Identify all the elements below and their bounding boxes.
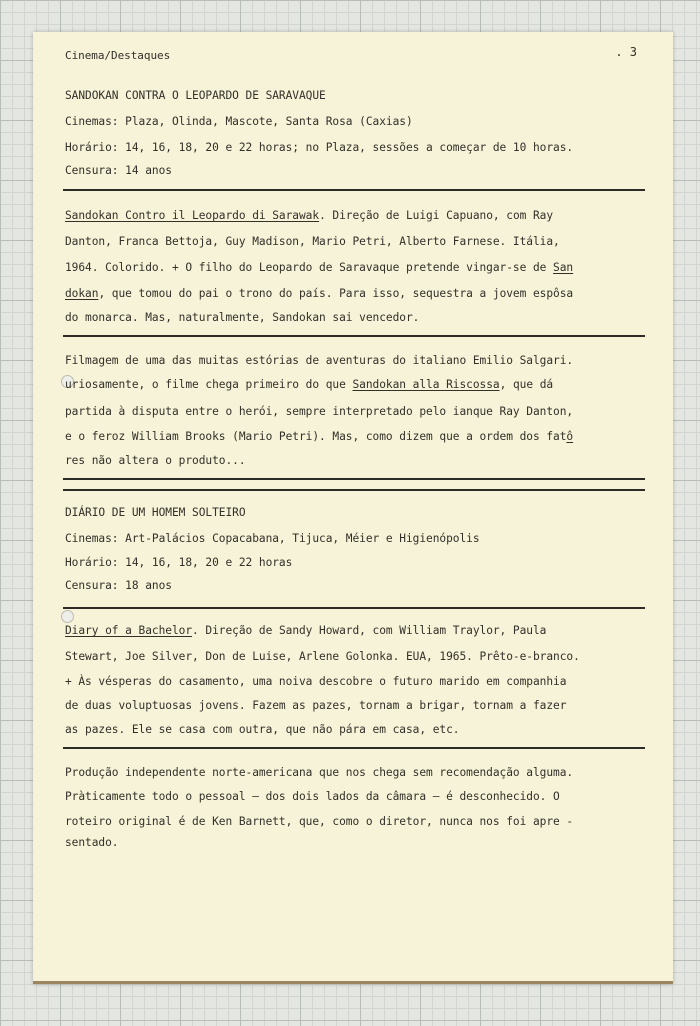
film1-title: SANDOKAN CONTRA O LEOPARDO DE SARAVAQUE (65, 89, 326, 102)
film2-horario: Horário: 14, 16, 18, 20 e 22 horas (65, 556, 293, 569)
film1-review-line: res não altera o produto... (65, 454, 246, 467)
film1-review-line: uriosamente, o filme chega primeiro do que Sandokan alla Riscossa, que dá (65, 378, 554, 391)
film2-review-line: Produção independente norte-americana que nos chega sem recomendação alguma. (65, 766, 574, 779)
page-number: . 3 (615, 45, 637, 59)
film1-original-title: Sandokan Contro il Leopardo di Sarawak (65, 209, 320, 222)
film2-synopsis-line: Stewart, Joe Silver, Don de Luise, Arlene Golonka. EUA, 1965. Prêto-e-branco. (65, 650, 580, 663)
film1-cinemas: Cinemas: Plaza, Olinda, Mascote, Santa Rosa (Caxias) (65, 115, 413, 128)
film1-review-line: e o feroz William Brooks (Mario Petri). Mas, como dizem que a ordem dos fatô (65, 430, 574, 443)
film2-review-line: sentado. (65, 836, 119, 849)
divider (63, 335, 645, 337)
film1-horario: Horário: 14, 16, 18, 20 e 22 horas; no Plaza, sessões a começar de 10 horas. (65, 141, 574, 154)
film2-review-line: roteiro original é de Ken Barnett, que, como o diretor, nunca nos foi apre - (65, 815, 574, 828)
typewritten-page (33, 32, 673, 984)
film2-synopsis-line: Diary of a Bachelor. Direção de Sandy Howard, com William Traylor, Paula (65, 624, 547, 637)
film2-review-line: Pràticamente todo o pessoal — dos dois lados da câmara — é desconhecido. O (65, 790, 560, 803)
film1-synopsis-line: do monarca. Mas, naturalmente, Sandokan sai vencedor. (65, 311, 420, 324)
film1-censura: Censura: 14 anos (65, 164, 172, 177)
film2-censura: Censura: 18 anos (65, 579, 172, 592)
film1-review-line: partida à disputa entre o herói, sempre interpretado pelo ianque Ray Danton, (65, 405, 574, 418)
film1-referenced-title: Sandokan alla Riscossa (352, 378, 500, 391)
film2-cinemas: Cinemas: Art-Palácios Copacabana, Tijuca, Méier e Higienópolis (65, 532, 480, 545)
divider (63, 747, 645, 749)
film2-synopsis-line: as pazes. Ele se casa com outra, que não pára em casa, etc. (65, 723, 460, 736)
divider (63, 189, 645, 191)
film1-review-line: Filmagem de uma das muitas estórias de aventuras do italiano Emilio Salgari. (65, 354, 574, 367)
film1-synopsis-line: Danton, Franca Bettoja, Guy Madison, Mario Petri, Alberto Farnese. Itália, (65, 235, 560, 248)
film2-title: DIÁRIO DE UM HOMEM SOLTEIRO (65, 506, 246, 519)
divider (63, 607, 645, 609)
film1-synopsis-line: 1964. Colorido. + O filho do Leopardo de Saravaque pretende vingar-se de San (65, 261, 574, 274)
section-header: Cinema/Destaques (65, 49, 171, 62)
divider (63, 489, 645, 491)
film1-synopsis-line: dokan, que tomou do pai o trono do país. Para isso, sequestra a jovem espôsa (65, 287, 574, 300)
film2-synopsis-line: de duas voluptuosas jovens. Fazem as pazes, tornam a brigar, tornam a fazer (65, 699, 567, 712)
film2-original-title: Diary of a Bachelor (65, 624, 193, 637)
film2-synopsis-line: + Às vésperas do casamento, uma noiva descobre o futuro marido em companhia (65, 675, 567, 688)
film1-synopsis-line: Sandokan Contro il Leopardo di Sarawak. Direção de Luigi Capuano, com Ray (65, 209, 554, 222)
divider (63, 478, 645, 480)
